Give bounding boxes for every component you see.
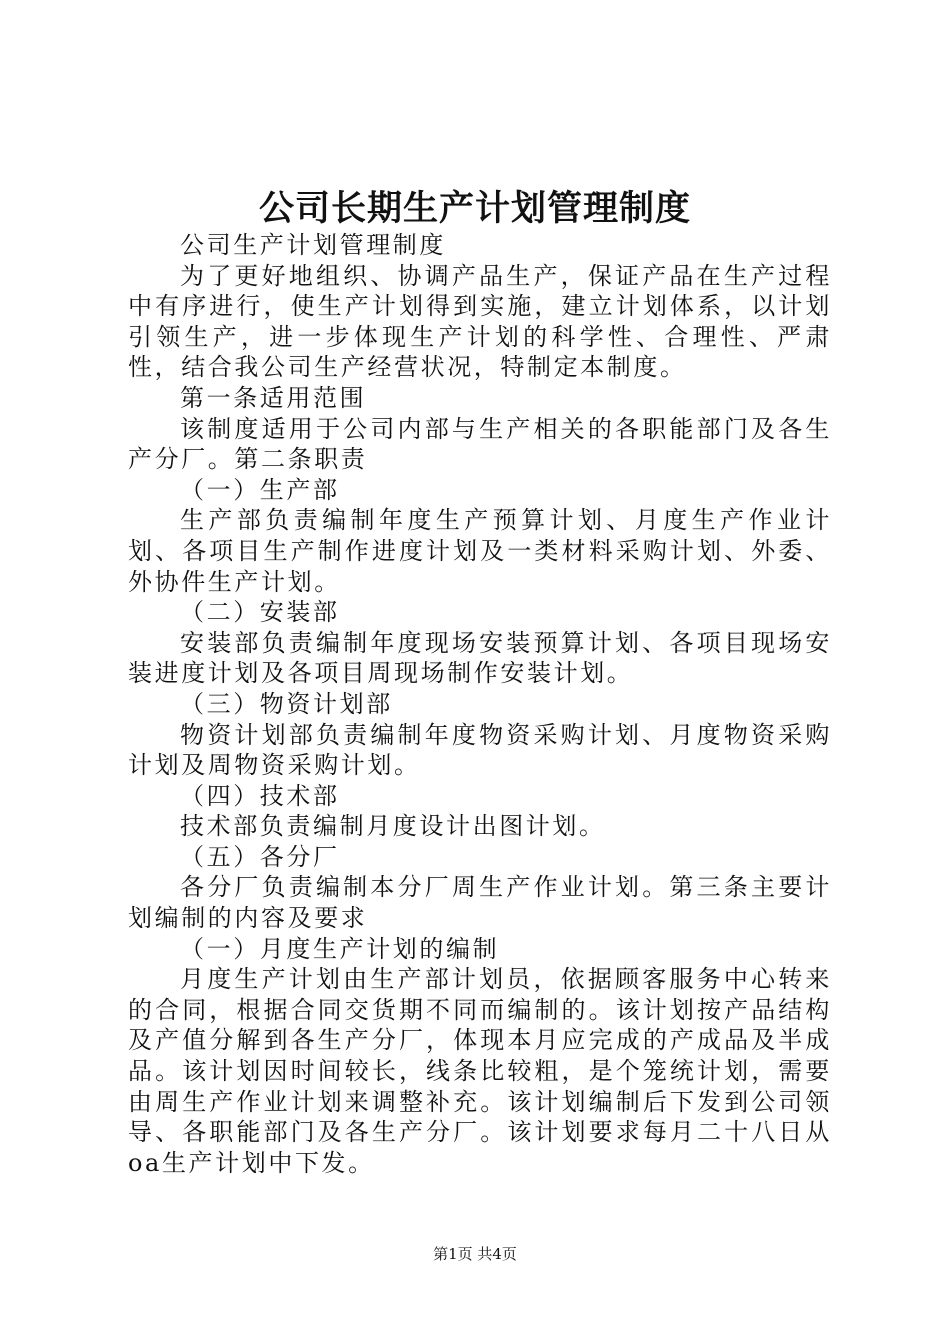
document-body [128, 230, 832, 1178]
paragraph-installation-dept: 安装部负责编制年度现场安装预算计划、各项目现场安装进度计划及各项目周现场制作安装计划。 [128, 628, 832, 688]
heading-monthly-plan: （一）月度生产计划的编制 [180, 934, 500, 963]
paragraph-monthly-plan: 月度生产计划由生产部计划员，依据顾客服务中心转来的合同，根据合同交货期不同而编制的。该计划按产品结构及产值分解到各生产分厂，体现本月应完成的产成品及半成品。该计划因时间较长，线条比较粗，是个笼统计划，需要由周生产作业计划来调整补充。该计划编制后下发到公司领导、各职能部门及各生产分厂。该计划要求每月二十八日从oa生产计划中下发。 [128, 965, 832, 1177]
paragraph-subtitle: 公司生产计划管理制度 [180, 231, 446, 259]
paragraph-tech-dept: 技术部负责编制月度设计出图计划。 [180, 812, 606, 841]
page-footer: 第1页 共4页 [433, 1245, 517, 1263]
paragraph-intro: 为了更好地组织、协调产品生产，保证产品在生产过程中有序进行，使生产计划得到实施，建立计划体系，以计划引领生产，进一步体现生产计划的科学性、合理性、严肃性，结合我公司生产经营状况，特制定本制度。 [128, 261, 832, 382]
heading-branch-factories: （五）各分厂 [180, 842, 340, 871]
heading-production-dept: （一）生产部 [180, 475, 340, 504]
paragraph-materials-dept: 物资计划部负责编制年度物资采购计划、月度物资采购计划及周物资采购计划。 [128, 720, 832, 780]
document-title: 公司长期生产计划管理制度 [258, 188, 691, 229]
heading-article-1: 第一条适用范围 [180, 383, 367, 412]
paragraph-scope: 该制度适用于公司内部与生产相关的各职能部门及各生产分厂。第二条职责 [128, 414, 832, 474]
heading-materials-dept: （三）物资计划部 [180, 689, 393, 718]
paragraph-production-dept: 生产部负责编制年度生产预算计划、月度生产作业计划、各项目生产制作进度计划及一类材料采购计划、外委、外协件生产计划。 [128, 506, 832, 596]
heading-installation-dept: （二）安装部 [180, 598, 340, 627]
paragraph-branch-factories: 各分厂负责编制本分厂周生产作业计划。第三条主要计划编制的内容及要求 [128, 873, 832, 933]
heading-tech-dept: （四）技术部 [180, 781, 340, 810]
